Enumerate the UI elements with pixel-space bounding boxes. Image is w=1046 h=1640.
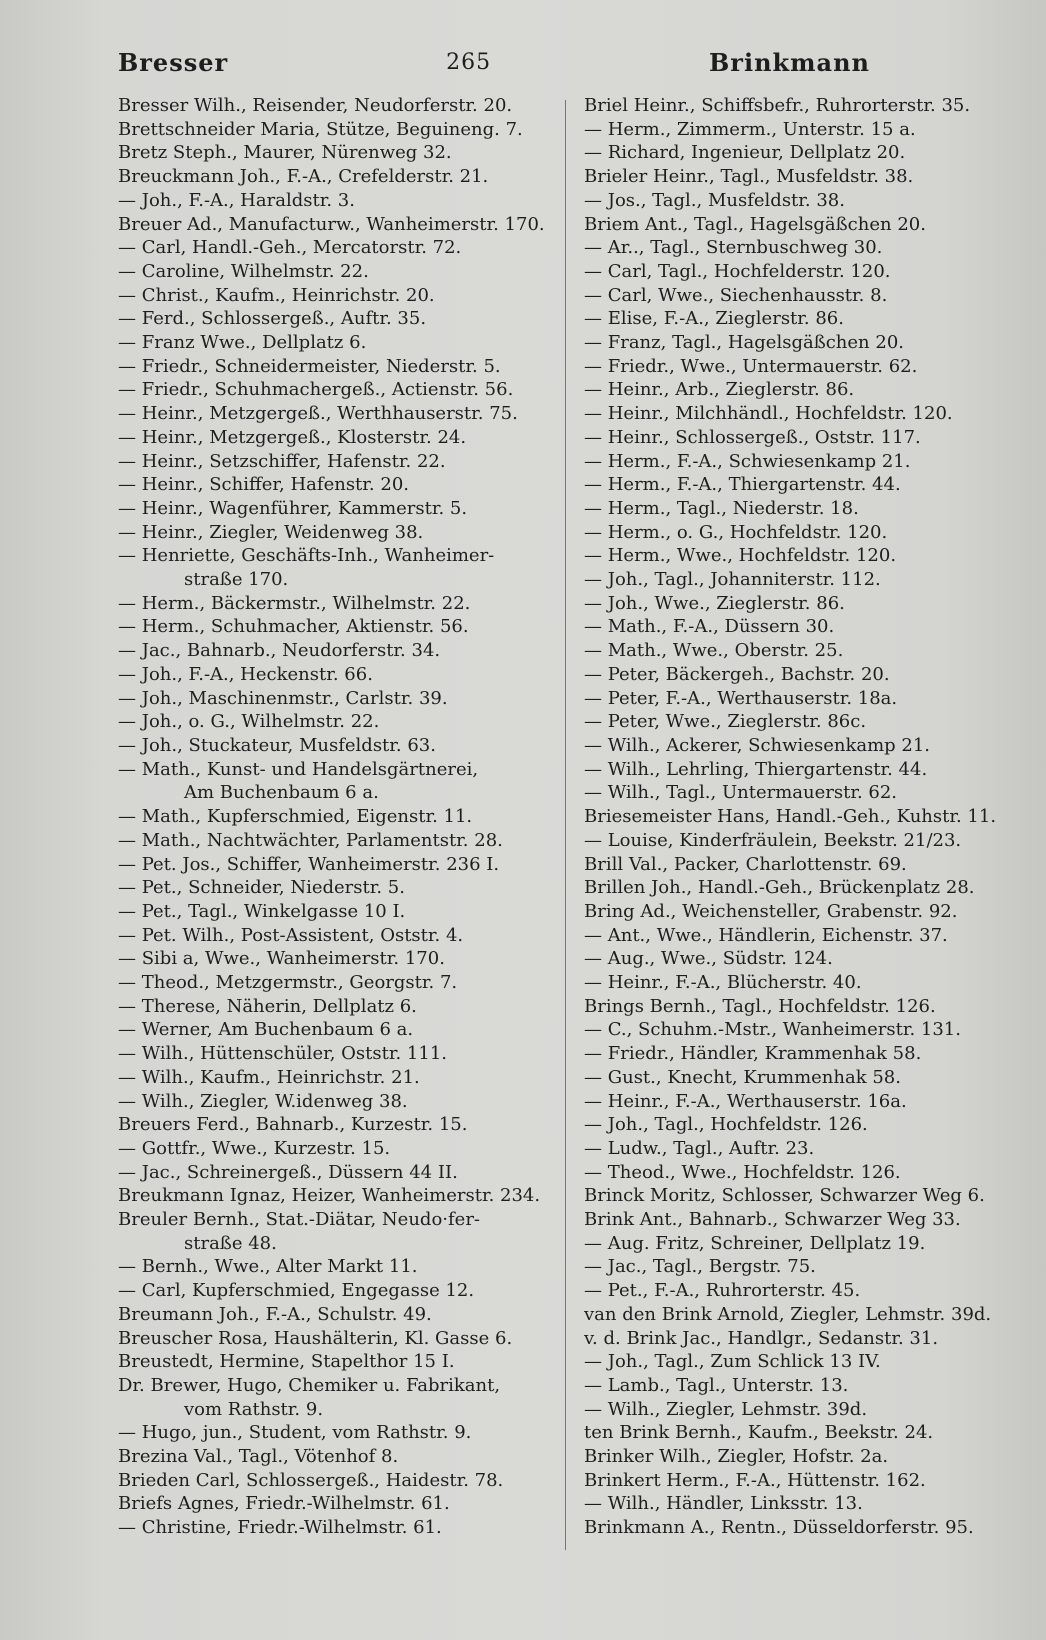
directory-entry: — Franz, Tagl., Hagelsgäßchen 20.	[584, 332, 904, 354]
directory-entry: — Lamb., Tagl., Unterstr. 13.	[584, 1374, 849, 1396]
directory-entry: — Math., F.-A., Düssern 30.	[584, 616, 835, 638]
directory-entry: — Ar.., Tagl., Sternbuschweg 30.	[584, 237, 883, 259]
directory-entry: — Christine, Friedr.-Wilhelmstr. 61.	[118, 1517, 442, 1539]
directory-entry: — Wilh., Hüttenschüler, Oststr. 111.	[118, 1043, 448, 1065]
directory-entry: Brinck Moritz, Schlosser, Schwarzer Weg 6.	[584, 1185, 985, 1207]
directory-entry: — Joh., Stuckateur, Musfeldstr. 63.	[118, 734, 436, 756]
directory-entry: — Joh., Tagl., Hochfeldstr. 126.	[584, 1114, 868, 1136]
directory-entry: — Ferd., Schlossergeß., Auftr. 35.	[118, 308, 427, 330]
directory-entry: — Math., Nachtwächter, Parlamentstr. 28.	[118, 829, 503, 851]
directory-entry: — Elise, F.-A., Zieglerstr. 86.	[584, 308, 844, 330]
directory-entry: — Herm., Schuhmacher, Aktienstr. 56.	[118, 616, 469, 638]
directory-entry: Bring Ad., Weichensteller, Grabenstr. 92.	[584, 900, 958, 922]
directory-entry: — Heinr., Schlossergeß., Oststr. 117.	[584, 426, 921, 448]
directory-entry: Brieler Heinr., Tagl., Musfeldstr. 38.	[584, 166, 914, 188]
directory-entry: — Joh., F.-A., Heckenstr. 66.	[118, 663, 373, 685]
directory-entry: Briesemeister Hans, Handl.-Geh., Kuhstr. 11.	[584, 806, 997, 828]
directory-entry: — Wilh., Lehrling, Thiergartenstr. 44.	[584, 758, 928, 780]
directory-entry: — Joh., F.-A., Haraldstr. 3.	[118, 189, 355, 211]
directory-entry: — Pet. Wilh., Post-Assistent, Oststr. 4.	[118, 924, 464, 946]
directory-entry: — Carl, Kupferschmied, Engegasse 12.	[118, 1280, 475, 1302]
right-column	[584, 94, 1012, 1540]
directory-entry: straße 170.	[184, 569, 289, 591]
directory-entry: — Joh., o. G., Wilhelmstr. 22.	[118, 711, 380, 733]
directory-entry: — Werner, Am Buchenbaum 6 a.	[118, 1019, 414, 1041]
directory-entry: Breuers Ferd., Bahnarb., Kurzestr. 15.	[118, 1114, 468, 1136]
header-right-word: Brinkmann	[709, 47, 870, 77]
directory-entry: — Friedr., Wwe., Untermauerstr. 62.	[584, 355, 918, 377]
directory-entry: v. d. Brink Jac., Handlgr., Sedanstr. 31.	[584, 1327, 939, 1349]
directory-entry: — Carl, Wwe., Siechenhausstr. 8.	[584, 284, 888, 306]
directory-entry: — Heinr., Setzschiffer, Hafenstr. 22.	[118, 450, 446, 472]
directory-entry: — Pet. Jos., Schiffer, Wanheimerstr. 236 I.	[118, 853, 500, 875]
directory-entry: — Joh., Tagl., Zum Schlick 13 IV.	[584, 1351, 881, 1373]
directory-entry: — Herm., Bäckermstr., Wilhelmstr. 22.	[118, 592, 471, 614]
directory-entry: Am Buchenbaum 6 a.	[184, 782, 379, 804]
directory-entry: Brill Val., Packer, Charlottenstr. 69.	[584, 853, 907, 875]
directory-entry: — Herm., F.-A., Thiergartenstr. 44.	[584, 474, 901, 496]
directory-entry: — Heinr., Arb., Zieglerstr. 86.	[584, 379, 855, 401]
directory-entry: Breuer Ad., Manufacturw., Wanheimerstr. 170.	[118, 213, 545, 235]
directory-entry: — Aug., Wwe., Südstr. 124.	[584, 948, 833, 970]
directory-entry: — Friedr., Händler, Krammenhak 58.	[584, 1043, 922, 1065]
column-divider	[565, 100, 566, 1550]
directory-entry: Breumann Joh., F.-A., Schulstr. 49.	[118, 1303, 432, 1325]
directory-entry: — Ant., Wwe., Händlerin, Eichenstr. 37.	[584, 924, 948, 946]
directory-entry: — Hugo, jun., Student, vom Rathstr. 9.	[118, 1422, 472, 1444]
directory-entry: — Pet., F.-A., Ruhrorterstr. 45.	[584, 1280, 861, 1302]
directory-entry: — C., Schuhm.-Mstr., Wanheimerstr. 131.	[584, 1019, 961, 1041]
directory-entry: — Jac., Bahnarb., Neudorferstr. 34.	[118, 640, 441, 662]
directory-entry: — Joh., Wwe., Zieglerstr. 86.	[584, 592, 845, 614]
directory-entry: — Gust., Knecht, Krummenhak 58.	[584, 1066, 901, 1088]
directory-entry: — Math., Kunst- und Handelsgärtnerei,	[118, 758, 479, 780]
directory-entry: — Friedr., Schneidermeister, Niederstr. 5.	[118, 355, 501, 377]
directory-entry: — Herm., Tagl., Niederstr. 18.	[584, 497, 859, 519]
directory-entry: — Theod., Wwe., Hochfeldstr. 126.	[584, 1161, 901, 1183]
directory-entry: — Math., Wwe., Oberstr. 25.	[584, 640, 844, 662]
directory-entry: — Herm., F.-A., Schwiesenkamp 21.	[584, 450, 911, 472]
directory-entry: — Wilh., Ziegler, Lehmstr. 39d.	[584, 1398, 868, 1420]
directory-entry: Brinker Wilh., Ziegler, Hofstr. 2a.	[584, 1446, 889, 1468]
directory-entry: — Math., Kupferschmied, Eigenstr. 11.	[118, 806, 473, 828]
directory-entry: — Wilh., Tagl., Untermauerstr. 62.	[584, 782, 898, 804]
directory-entry: — Peter, Wwe., Zieglerstr. 86c.	[584, 711, 867, 733]
directory-entry: Bretz Steph., Maurer, Nürenweg 32.	[118, 142, 452, 164]
directory-entry: — Christ., Kaufm., Heinrichstr. 20.	[118, 284, 435, 306]
directory-entry: — Ludw., Tagl., Auftr. 23.	[584, 1137, 815, 1159]
directory-entry: Dr. Brewer, Hugo, Chemiker u. Fabrikant,	[118, 1374, 501, 1396]
directory-entry: — Carl, Handl.-Geh., Mercatorstr. 72.	[118, 237, 462, 259]
directory-entry: Brings Bernh., Tagl., Hochfeldstr. 126.	[584, 995, 936, 1017]
directory-entry: Brillen Joh., Handl.-Geh., Brückenplatz 28.	[584, 877, 975, 899]
directory-entry: — Heinr., Wagenführer, Kammerstr. 5.	[118, 497, 468, 519]
directory-entry: Brinkmann A., Rentn., Düsseldorferstr. 95.	[584, 1517, 974, 1539]
directory-entry: — Bernh., Wwe., Alter Markt 11.	[118, 1256, 418, 1278]
directory-entry: Brieden Carl, Schlossergeß., Haidestr. 78.	[118, 1469, 504, 1491]
directory-entry: — Peter, F.-A., Werthauserstr. 18a.	[584, 687, 898, 709]
directory-entry: — Franz Wwe., Dellplatz 6.	[118, 332, 367, 354]
directory-entry: Brettschneider Maria, Stütze, Beguineng. 7.	[118, 118, 523, 140]
directory-entry: — Pet., Tagl., Winkelgasse 10 I.	[118, 900, 406, 922]
directory-entry: Brink Ant., Bahnarb., Schwarzer Weg 33.	[584, 1209, 961, 1231]
directory-entry: straße 48.	[184, 1232, 277, 1254]
directory-entry: — Caroline, Wilhelmstr. 22.	[118, 260, 369, 282]
directory-entry: — Peter, Bäckergeh., Bachstr. 20.	[584, 663, 890, 685]
page-number: 265	[446, 49, 492, 75]
directory-entry: — Jac., Schreinergeß., Düssern 44 II.	[118, 1161, 458, 1183]
left-column	[118, 94, 558, 1540]
directory-entry: — Heinr., Schiffer, Hafenstr. 20.	[118, 474, 409, 496]
directory-entry: — Heinr., F.-A., Werthauserstr. 16a.	[584, 1090, 907, 1112]
directory-entry: — Herm., Wwe., Hochfeldstr. 120.	[584, 545, 897, 567]
directory-entry: — Heinr., F.-A., Blücherstr. 40.	[584, 972, 862, 994]
directory-entry: — Richard, Ingenieur, Dellplatz 20.	[584, 142, 906, 164]
directory-entry: — Jac., Tagl., Bergstr. 75.	[584, 1256, 816, 1278]
directory-entry: Breuscher Rosa, Haushälterin, Kl. Gasse 6.	[118, 1327, 513, 1349]
directory-entry: — Heinr., Milchhändl., Hochfeldstr. 120.	[584, 403, 953, 425]
directory-entry: Briel Heinr., Schiffsbefr., Ruhrorterstr. 35.	[584, 95, 971, 116]
directory-entry: van den Brink Arnold, Ziegler, Lehmstr. 39d.	[584, 1303, 992, 1325]
directory-entry: — Gottfr., Wwe., Kurzestr. 15.	[118, 1137, 391, 1159]
directory-entry: — Friedr., Schuhmachergeß., Actienstr. 56.	[118, 379, 514, 401]
directory-entry: ten Brink Bernh., Kaufm., Beekstr. 24.	[584, 1422, 934, 1444]
directory-entry: — Sibi a, Wwe., Wanheimerstr. 170.	[118, 948, 445, 970]
directory-entry: Briem Ant., Tagl., Hagelsgäßchen 20.	[584, 213, 926, 235]
directory-entry: — Herm., Zimmerm., Unterstr. 15 a.	[584, 118, 916, 140]
directory-entry: — Pet., Schneider, Niederstr. 5.	[118, 877, 405, 899]
directory-entry: — Wilh., Händler, Linksstr. 13.	[584, 1493, 863, 1515]
directory-entry: — Louise, Kinderfräulein, Beekstr. 21/23.	[584, 829, 962, 851]
directory-entry: — Heinr., Metzgergeß., Werthhauserstr. 75.	[118, 403, 518, 425]
header-left-word: Bresser	[118, 47, 229, 77]
directory-entry: Briefs Agnes, Friedr.-Wilhelmstr. 61.	[118, 1493, 450, 1515]
directory-entry: — Henriette, Geschäfts-Inh., Wanheimer-	[118, 545, 495, 567]
directory-entry: — Wilh., Kaufm., Heinrichstr. 21.	[118, 1066, 420, 1088]
directory-entry: Bresser Wilh., Reisender, Neudorferstr. 20.	[118, 95, 513, 116]
directory-entry: vom Rathstr. 9.	[184, 1398, 324, 1420]
directory-entry: — Heinr., Metzgergeß., Klosterstr. 24.	[118, 426, 467, 448]
directory-entry: — Carl, Tagl., Hochfelderstr. 120.	[584, 260, 891, 282]
directory-entry: Breustedt, Hermine, Stapelthor 15 I.	[118, 1351, 455, 1373]
directory-entry: — Aug. Fritz, Schreiner, Dellplatz 19.	[584, 1232, 926, 1254]
directory-entry: — Jos., Tagl., Musfeldstr. 38.	[584, 189, 845, 211]
directory-entry: Breuler Bernh., Stat.-Diätar, Neudo·fer-	[118, 1209, 481, 1231]
directory-entry: Breuckmann Joh., F.-A., Crefelderstr. 21.	[118, 166, 489, 188]
directory-entry: — Wilh., Ackerer, Schwiesenkamp 21.	[584, 734, 931, 756]
directory-entry: — Joh., Tagl., Johanniterstr. 112.	[584, 569, 881, 591]
directory-entry: Brezina Val., Tagl., Vötenhof 8.	[118, 1446, 399, 1468]
directory-entry: Breukmann Ignaz, Heizer, Wanheimerstr. 234.	[118, 1185, 541, 1207]
directory-entry: — Wilh., Ziegler, W.idenweg 38.	[118, 1090, 408, 1112]
directory-entry: Brinkert Herm., F.-A., Hüttenstr. 162.	[584, 1469, 926, 1491]
directory-entry: — Theod., Metzgermstr., Georgstr. 7.	[118, 972, 458, 994]
directory-entry: — Therese, Näherin, Dellplatz 6.	[118, 995, 417, 1017]
directory-entry: — Heinr., Ziegler, Weidenweg 38.	[118, 521, 424, 543]
directory-entry: — Herm., o. G., Hochfeldstr. 120.	[584, 521, 888, 543]
directory-entry: — Joh., Maschinenmstr., Carlstr. 39.	[118, 687, 448, 709]
page-header	[118, 44, 870, 80]
